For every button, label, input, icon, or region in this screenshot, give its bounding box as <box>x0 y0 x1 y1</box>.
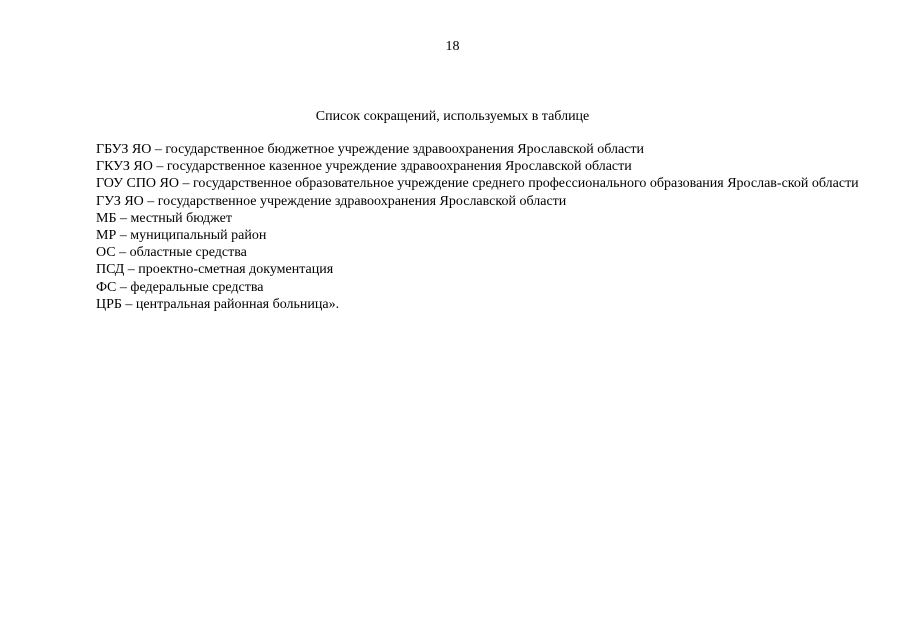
abbreviation-item-crb: ЦРБ – центральная районная больница». <box>96 296 340 312</box>
abbreviation-item-gou-spo: ГОУ СПО ЯО – государственное образовательное учреждение среднего профессионального образования Ярослав-ской области <box>96 176 859 192</box>
abbreviation-item-fs: ФС – федеральные средства <box>96 279 264 295</box>
abbreviation-item-mr: МР – муниципальный район <box>96 228 267 244</box>
page-number: 18 <box>445 39 460 54</box>
abbreviation-item-mb: МБ – местный бюджет <box>96 210 232 226</box>
abbreviation-item-guz: ГУЗ ЯО – государственное учреждение здравоохранения Ярославской области <box>96 193 567 209</box>
abbreviation-item-gkuz: ГКУЗ ЯО – государственное казенное учреждение здравоохранения Ярославской области <box>96 159 632 175</box>
abbreviation-item-os: ОС – областные средства <box>96 245 247 261</box>
section-title: Список сокращений, используемых в таблице <box>315 109 590 124</box>
abbreviation-list <box>60 141 860 313</box>
abbreviation-item-gbuz: ГБУЗ ЯО – государственное бюджетное учреждение здравоохранения Ярославской области <box>96 142 645 157</box>
abbreviation-item-psd: ПСД – проектно-сметная документация <box>96 262 334 278</box>
